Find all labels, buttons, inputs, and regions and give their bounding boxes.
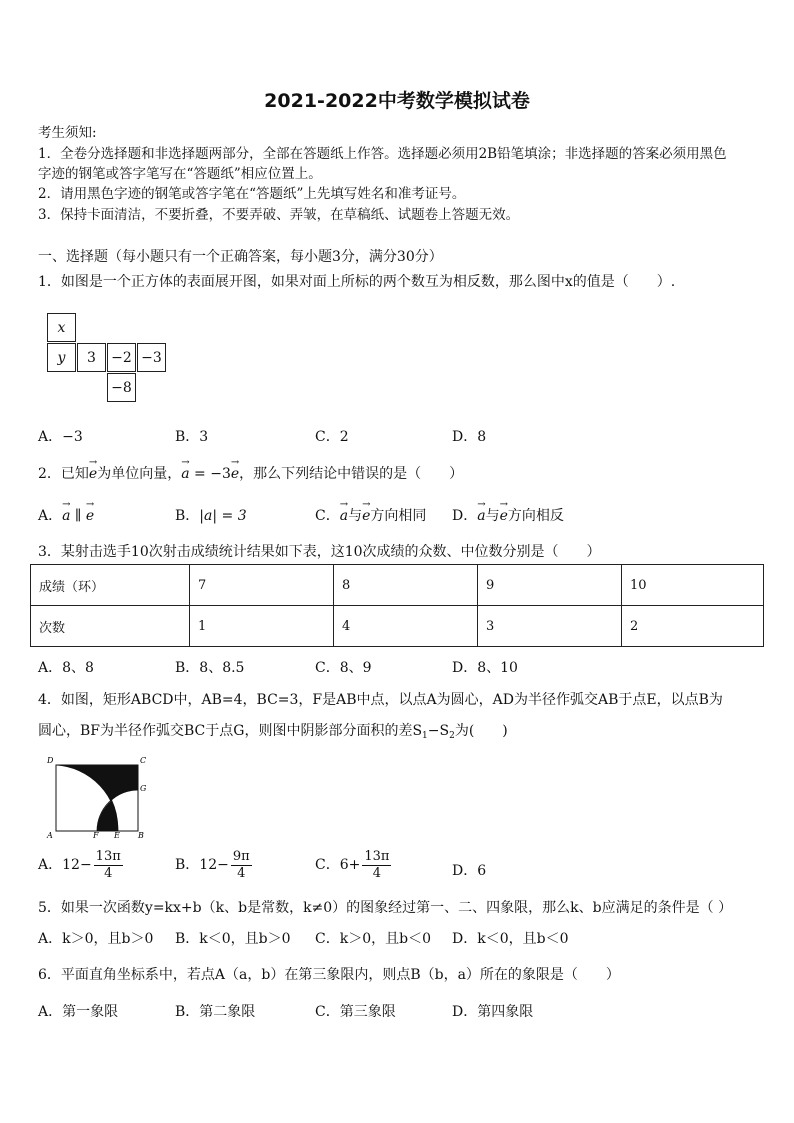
- net-cell-y: y: [47, 343, 76, 372]
- vector-e: → e: [231, 466, 239, 482]
- label-c: C: [140, 756, 147, 765]
- notice-line-3: 3．保持卡面清洁，不要折叠，不要弄破、弄皱，在草稿纸、试题卷上答题无效。: [38, 207, 520, 223]
- q5-option-a[interactable]: A．k＞0，且b＞0: [38, 931, 154, 947]
- notice-line-1b: 字迹的钢笔或答字笔写在“答题纸”相应位置上。: [38, 166, 322, 182]
- question-3-text: 3．某射击选手10次射击成绩统计结果如下表，这10次成绩的众数、中位数分别是（ ）: [38, 544, 601, 560]
- vector-e: → e: [86, 508, 94, 524]
- option-label: B．: [175, 508, 200, 524]
- q2-option-c[interactable]: [315, 505, 426, 525]
- q1-option-d[interactable]: D．8: [452, 429, 487, 445]
- net-cell-neg8: −8: [107, 373, 136, 402]
- option-expression: 12−: [199, 857, 229, 874]
- q4-line2-text: 圆心，BF为半径作弧交BC于点G，则图中阴影部分面积的差S: [38, 723, 423, 739]
- label-f: F: [93, 831, 99, 839]
- q5-option-b[interactable]: B．k＜0，且b＞0: [175, 931, 291, 947]
- q3-option-c[interactable]: C．8、9: [315, 660, 372, 676]
- q4-option-a[interactable]: [38, 849, 123, 881]
- vector-a: → a: [181, 466, 189, 482]
- numerator: 13π: [364, 849, 390, 864]
- net-cell-neg3: −3: [137, 343, 166, 372]
- question-6-text: 6．平面直角坐标系中，若点A（a，b）在第三象限内，则点B（b，a）所在的象限是（ ）: [38, 967, 620, 983]
- question-4-line-2: [38, 720, 508, 741]
- scores-table: [30, 564, 764, 647]
- q3-option-d[interactable]: D．8、10: [452, 660, 518, 676]
- fraction: [231, 849, 252, 881]
- table-cell: 7: [190, 565, 334, 606]
- vector-a: → a: [477, 508, 485, 524]
- option-expression: 12−: [62, 857, 92, 874]
- question-4-line-1: 4．如图，矩形ABCD中，AB=4，BC=3，F是AB中点，以点A为圆心，AD为半径作弧交AB于点E，以点B为: [38, 692, 723, 708]
- option-tail: 方向相反: [507, 508, 564, 524]
- question-2-text: [38, 463, 463, 483]
- notice-heading: 考生须知:: [38, 125, 97, 141]
- q1-option-b[interactable]: B．3: [175, 429, 209, 445]
- vector-a: → a: [62, 508, 70, 524]
- label-g: G: [140, 784, 147, 793]
- denominator: 4: [237, 865, 246, 881]
- magnitude-expression: |a| = 3: [199, 508, 247, 524]
- q4-option-c[interactable]: [315, 849, 391, 881]
- net-cell-3: 3: [77, 343, 106, 372]
- table-cell: 2: [622, 606, 764, 647]
- vector-e: → e: [89, 466, 97, 482]
- q1-option-c[interactable]: C．2: [315, 429, 349, 445]
- q2-option-a[interactable]: [38, 505, 94, 525]
- table-cell: 1: [190, 606, 334, 647]
- fraction: [94, 849, 123, 881]
- numerator: 9π: [232, 849, 250, 864]
- option-label: D．: [452, 508, 478, 524]
- q2-post: ，那么下列结论中错误的是（ ）: [239, 466, 464, 482]
- label-e: E: [114, 831, 120, 839]
- table-cell: 10: [622, 565, 764, 606]
- net-cell-x: x: [47, 313, 76, 342]
- subscript-2: 2: [449, 731, 455, 741]
- subscript-1: 1: [422, 731, 428, 741]
- option-tail: 方向相同: [370, 508, 427, 524]
- q4-option-d[interactable]: D．6: [452, 863, 487, 879]
- rectangle-arcs-figure: [44, 755, 148, 839]
- q2-option-d[interactable]: [452, 505, 564, 525]
- q5-option-d[interactable]: D．k＜0，且b＜0: [452, 931, 569, 947]
- parallel-symbol: ∥: [70, 508, 86, 524]
- option-expression: 6+: [339, 857, 361, 874]
- table-row: [31, 606, 764, 647]
- notice-line-2: 2．请用黑色字迹的钢笔或答字笔在“答题纸”上先填写姓名和准考证号。: [38, 186, 466, 202]
- numerator: 13π: [95, 849, 121, 864]
- q2-pre: 2．已知: [38, 466, 89, 482]
- q2-eq: = −3: [189, 466, 231, 482]
- vector-e: → e: [500, 508, 508, 524]
- fraction: [362, 849, 391, 881]
- section-heading: 一、选择题（每小题只有一个正确答案，每小题3分，满分30分）: [38, 249, 443, 265]
- option-label: A．: [38, 857, 63, 874]
- q4-option-b[interactable]: [175, 849, 252, 881]
- vector-e: → e: [362, 508, 370, 524]
- q6-option-b[interactable]: B．第二象限: [175, 1004, 256, 1020]
- denominator: 4: [372, 865, 382, 881]
- label-a: A: [47, 831, 53, 839]
- q2-option-b[interactable]: [175, 505, 247, 525]
- option-label: B．: [175, 857, 200, 874]
- label-d: D: [47, 756, 54, 765]
- notice-line-1: 1．全卷分选择题和非选择题两部分，全部在答题纸上作答。选择题必须用2B铅笔填涂；非选择题的答案必须用黑色: [38, 146, 727, 162]
- table-row: [31, 565, 764, 606]
- table-cell: 8: [334, 565, 478, 606]
- denominator: 4: [104, 865, 113, 881]
- option-relation: 与: [348, 508, 363, 524]
- option-label: A．: [38, 508, 63, 524]
- option-label: C．: [315, 508, 340, 524]
- table-cell: 3: [478, 606, 622, 647]
- q3-option-a[interactable]: A．8、8: [38, 660, 94, 676]
- vector-a: → a: [340, 508, 348, 524]
- q6-option-d[interactable]: D．第四象限: [452, 1004, 534, 1020]
- table-cell: 成绩（环）: [31, 565, 190, 606]
- q4-line2-tail: 为( ): [454, 723, 508, 739]
- option-label: C．: [315, 857, 340, 874]
- table-cell: 9: [478, 565, 622, 606]
- label-b: B: [138, 831, 144, 839]
- q3-option-b[interactable]: B．8、8.5: [175, 660, 245, 676]
- net-cell-neg2: −2: [107, 343, 136, 372]
- table-cell: 次数: [31, 606, 190, 647]
- q1-option-a[interactable]: A．−3: [38, 429, 83, 445]
- question-1-text: 1．如图是一个正方体的表面展开图，如果对面上所标的两个数互为相反数，那么图中x的值是（ ）.: [38, 274, 676, 290]
- option-relation: 与: [485, 508, 500, 524]
- q6-option-c[interactable]: C．第三象限: [315, 1004, 396, 1020]
- table-cell: 4: [334, 606, 478, 647]
- q6-option-a[interactable]: A．第一象限: [38, 1004, 119, 1020]
- page-title: 2021-2022中考数学模拟试卷: [264, 90, 530, 112]
- q5-option-c[interactable]: C．k＞0，且b＜0: [315, 931, 431, 947]
- question-5-text: 5．如果一次函数y=kx+b（k、b是常数，k≠0）的图象经过第一、二、四象限，那么k、b应满足的条件是（ ）: [38, 900, 733, 916]
- q4-minus-s: −S: [427, 723, 450, 739]
- q2-mid: 为单位向量，: [97, 466, 182, 482]
